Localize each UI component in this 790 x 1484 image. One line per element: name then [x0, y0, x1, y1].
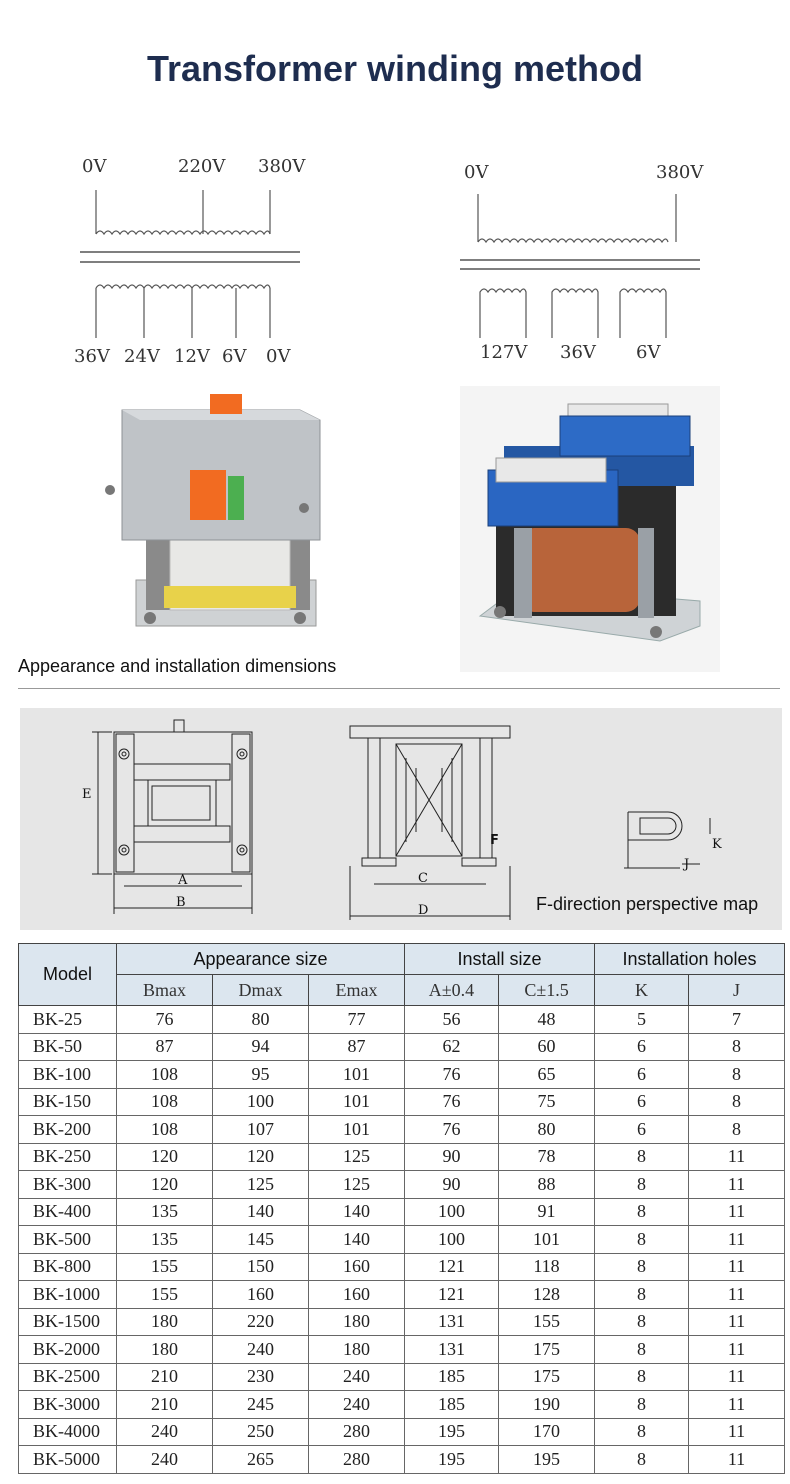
value-cell: 8 [595, 1143, 689, 1171]
model-cell: BK-4000 [19, 1418, 117, 1446]
table-row [19, 1308, 785, 1336]
value-cell: 101 [309, 1061, 405, 1089]
value-cell: 195 [405, 1418, 499, 1446]
value-cell: 140 [309, 1198, 405, 1226]
value-cell: 76 [405, 1061, 499, 1089]
winding-label: 127V [480, 342, 528, 363]
model-cell: BK-300 [19, 1171, 117, 1199]
winding-label: 0V [82, 156, 107, 177]
value-cell: 101 [309, 1116, 405, 1144]
value-cell: 94 [213, 1033, 309, 1061]
value-cell: 8 [689, 1116, 785, 1144]
table-row [19, 1171, 785, 1199]
value-cell: 80 [499, 1116, 595, 1144]
value-cell: 8 [689, 1061, 785, 1089]
value-cell: 160 [309, 1253, 405, 1281]
value-cell: 87 [117, 1033, 213, 1061]
header-dmax: Dmax [213, 975, 309, 1006]
value-cell: 155 [117, 1253, 213, 1281]
value-cell: 125 [309, 1171, 405, 1199]
slot-detail [624, 812, 710, 868]
value-cell: 5 [595, 1006, 689, 1034]
header-c: C±1.5 [499, 975, 595, 1006]
front-view [92, 720, 252, 914]
value-cell: 210 [117, 1363, 213, 1391]
value-cell: 101 [309, 1088, 405, 1116]
table-row [19, 1418, 785, 1446]
value-cell: 95 [213, 1061, 309, 1089]
value-cell: 150 [213, 1253, 309, 1281]
value-cell: 6 [595, 1088, 689, 1116]
table-row [19, 1281, 785, 1309]
value-cell: 60 [499, 1033, 595, 1061]
header-install-size: Install size [405, 944, 595, 975]
model-cell: BK-5000 [19, 1446, 117, 1474]
value-cell: 8 [595, 1446, 689, 1474]
value-cell: 100 [405, 1226, 499, 1254]
value-cell: 8 [595, 1171, 689, 1199]
value-cell: 155 [499, 1308, 595, 1336]
value-cell: 8 [595, 1336, 689, 1364]
spec-table-body [19, 1006, 785, 1474]
value-cell: 78 [499, 1143, 595, 1171]
winding-label: 0V [464, 162, 489, 183]
value-cell: 90 [405, 1143, 499, 1171]
value-cell: 195 [405, 1446, 499, 1474]
value-cell: 125 [213, 1171, 309, 1199]
table-row [19, 1198, 785, 1226]
value-cell: 180 [117, 1336, 213, 1364]
winding-label: 0V [266, 346, 291, 367]
value-cell: 108 [117, 1061, 213, 1089]
model-cell: BK-150 [19, 1088, 117, 1116]
value-cell: 125 [309, 1143, 405, 1171]
value-cell: 6 [595, 1116, 689, 1144]
value-cell: 48 [499, 1006, 595, 1034]
value-cell: 185 [405, 1391, 499, 1419]
table-row [19, 1088, 785, 1116]
table-row [19, 1446, 785, 1474]
value-cell: 210 [117, 1391, 213, 1419]
model-cell: BK-2500 [19, 1363, 117, 1391]
value-cell: 135 [117, 1226, 213, 1254]
value-cell: 108 [117, 1088, 213, 1116]
dimension-label: J [684, 857, 690, 872]
value-cell: 128 [499, 1281, 595, 1309]
value-cell: 11 [689, 1198, 785, 1226]
model-cell: BK-1000 [19, 1281, 117, 1309]
value-cell: 135 [117, 1198, 213, 1226]
value-cell: 56 [405, 1006, 499, 1034]
value-cell: 87 [309, 1033, 405, 1061]
value-cell: 75 [499, 1088, 595, 1116]
header-j: J [689, 975, 785, 1006]
winding-label: 220V [178, 156, 226, 177]
dimension-label: B [176, 895, 186, 910]
value-cell: 180 [117, 1308, 213, 1336]
model-cell: BK-25 [19, 1006, 117, 1034]
value-cell: 11 [689, 1281, 785, 1309]
value-cell: 230 [213, 1363, 309, 1391]
header-bmax: Bmax [117, 975, 213, 1006]
spec-table [18, 943, 785, 1474]
value-cell: 100 [213, 1088, 309, 1116]
model-cell: BK-3000 [19, 1391, 117, 1419]
value-cell: 90 [405, 1171, 499, 1199]
value-cell: 8 [595, 1281, 689, 1309]
model-cell: BK-400 [19, 1198, 117, 1226]
winding-label: 6V [636, 342, 661, 363]
value-cell: 6 [595, 1061, 689, 1089]
value-cell: 80 [213, 1006, 309, 1034]
value-cell: 76 [405, 1088, 499, 1116]
value-cell: 180 [309, 1308, 405, 1336]
table-row [19, 1253, 785, 1281]
transformer-photo-left [100, 390, 330, 640]
value-cell: 220 [213, 1308, 309, 1336]
value-cell: 160 [309, 1281, 405, 1309]
table-row [19, 1336, 785, 1364]
value-cell: 180 [309, 1336, 405, 1364]
dimension-label: A [178, 873, 188, 888]
value-cell: 170 [499, 1418, 595, 1446]
value-cell: 240 [117, 1418, 213, 1446]
value-cell: 8 [595, 1308, 689, 1336]
winding-diagram-left [60, 148, 320, 374]
model-cell: BK-200 [19, 1116, 117, 1144]
value-cell: 65 [499, 1061, 595, 1089]
model-cell: BK-2000 [19, 1336, 117, 1364]
value-cell: 280 [309, 1418, 405, 1446]
value-cell: 240 [309, 1363, 405, 1391]
header-emax: Emax [309, 975, 405, 1006]
model-cell: BK-1500 [19, 1308, 117, 1336]
value-cell: 118 [499, 1253, 595, 1281]
value-cell: 100 [405, 1198, 499, 1226]
value-cell: 121 [405, 1253, 499, 1281]
value-cell: 175 [499, 1336, 595, 1364]
value-cell: 101 [499, 1226, 595, 1254]
winding-label: 36V [560, 342, 596, 363]
value-cell: 195 [499, 1446, 595, 1474]
value-cell: 131 [405, 1308, 499, 1336]
value-cell: 91 [499, 1198, 595, 1226]
model-cell: BK-800 [19, 1253, 117, 1281]
value-cell: 240 [117, 1446, 213, 1474]
table-row [19, 1116, 785, 1144]
transformer-photo-right [460, 386, 720, 672]
value-cell: 107 [213, 1116, 309, 1144]
table-row [19, 1061, 785, 1089]
value-cell: 190 [499, 1391, 595, 1419]
value-cell: 77 [309, 1006, 405, 1034]
f-direction-caption: F-direction perspective map [536, 894, 759, 914]
value-cell: 76 [117, 1006, 213, 1034]
value-cell: 265 [213, 1446, 309, 1474]
header-appearance-size: Appearance size [117, 944, 405, 975]
value-cell: 11 [689, 1143, 785, 1171]
header-a: A±0.4 [405, 975, 499, 1006]
value-cell: 140 [309, 1226, 405, 1254]
value-cell: 121 [405, 1281, 499, 1309]
value-cell: 11 [689, 1418, 785, 1446]
value-cell: 8 [689, 1033, 785, 1061]
value-cell: 145 [213, 1226, 309, 1254]
value-cell: 6 [595, 1033, 689, 1061]
page-title: Transformer winding method [146, 48, 644, 89]
model-cell: BK-500 [19, 1226, 117, 1254]
value-cell: 11 [689, 1253, 785, 1281]
value-cell: 8 [595, 1198, 689, 1226]
winding-label: 6V [222, 346, 247, 367]
model-cell: BK-100 [19, 1061, 117, 1089]
value-cell: 11 [689, 1308, 785, 1336]
dimension-label: F [490, 833, 499, 848]
value-cell: 140 [213, 1198, 309, 1226]
value-cell: 120 [213, 1143, 309, 1171]
value-cell: 62 [405, 1033, 499, 1061]
value-cell: 7 [689, 1006, 785, 1034]
table-row [19, 1033, 785, 1061]
value-cell: 160 [213, 1281, 309, 1309]
dimension-label: C [418, 871, 428, 886]
value-cell: 240 [213, 1336, 309, 1364]
value-cell: 120 [117, 1171, 213, 1199]
winding-label: 380V [656, 162, 704, 183]
value-cell: 120 [117, 1143, 213, 1171]
value-cell: 8 [595, 1226, 689, 1254]
header-installation-holes: Installation holes [595, 944, 785, 975]
dimension-label: D [418, 903, 429, 918]
table-row [19, 1006, 785, 1034]
value-cell: 8 [595, 1253, 689, 1281]
value-cell: 11 [689, 1171, 785, 1199]
value-cell: 8 [595, 1391, 689, 1419]
value-cell: 108 [117, 1116, 213, 1144]
divider [18, 688, 780, 689]
side-view [350, 726, 510, 920]
header-model: Model [19, 944, 117, 1006]
model-cell: BK-250 [19, 1143, 117, 1171]
value-cell: 131 [405, 1336, 499, 1364]
value-cell: 11 [689, 1336, 785, 1364]
value-cell: 11 [689, 1391, 785, 1419]
table-row [19, 1143, 785, 1171]
value-cell: 185 [405, 1363, 499, 1391]
section-heading: Appearance and installation dimensions [18, 656, 337, 676]
winding-diagram-right [450, 152, 720, 366]
value-cell: 245 [213, 1391, 309, 1419]
winding-label: 380V [258, 156, 306, 177]
table-row [19, 1226, 785, 1254]
value-cell: 11 [689, 1363, 785, 1391]
value-cell: 11 [689, 1226, 785, 1254]
dimension-label: E [82, 787, 92, 802]
value-cell: 240 [309, 1391, 405, 1419]
value-cell: 8 [595, 1418, 689, 1446]
winding-label: 24V [124, 346, 160, 367]
value-cell: 155 [117, 1281, 213, 1309]
value-cell: 11 [689, 1446, 785, 1474]
winding-label: 36V [74, 346, 110, 367]
value-cell: 8 [595, 1363, 689, 1391]
winding-label: 12V [174, 346, 210, 367]
table-row [19, 1391, 785, 1419]
value-cell: 88 [499, 1171, 595, 1199]
dimension-label: K [712, 837, 722, 852]
value-cell: 76 [405, 1116, 499, 1144]
header-k: K [595, 975, 689, 1006]
model-cell: BK-50 [19, 1033, 117, 1061]
value-cell: 280 [309, 1446, 405, 1474]
value-cell: 175 [499, 1363, 595, 1391]
value-cell: 250 [213, 1418, 309, 1446]
value-cell: 8 [689, 1088, 785, 1116]
table-row [19, 1363, 785, 1391]
